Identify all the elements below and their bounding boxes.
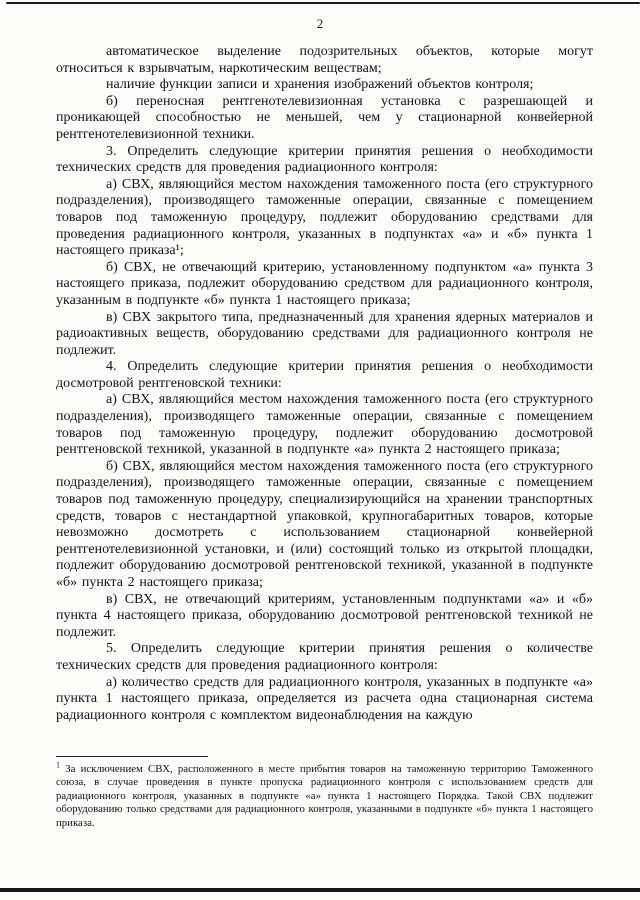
paragraph: в) СВХ, не отвечающий критериям, установленным подпунктами «а» и «б» пункта 4 настоящего приказа, оборудованию досмотровой рентгеновской техникой не подлежит. [56,591,593,640]
paragraph: 3. Определить следующие критерии принятия решения о необходимости технических средств для проведения радиационного контроля: [56,143,593,176]
footnote-separator [56,756,208,757]
paragraph: а) СВХ, являющийся местом нахождения таможенного поста (его структурного подразделения), производящего таможенные операции, связанные с помещением товаров под таможенную процедуру, подлежит оборудованию досмотровой рентгеновской техникой, указанной в подпункте «а» пункта 2 настоящего приказа; [56,392,593,458]
paragraph: б) СВХ, не отвечающий критерию, установленному подпунктом «а» пункта 3 настоящего приказа, подлежит оборудованию средством для радиационного контроля, указанным в подпункте «б» пункта 1 настоящего приказа; [56,259,593,308]
scan-artifact-top-edge [6,2,640,4]
paragraph: а) СВХ, являющийся местом нахождения таможенного поста (его структурного подразделения), производящего таможенные операции, связанные с помещением товаров под таможенную процедуру, подлежит оборудованию средствами для проведения радиационного контроля, указанных в подпунктах «а» и «б» пункта 1 настоящего приказа¹; [56,176,593,259]
footnote-text: За исключением СВХ, расположенного в месте прибытия товаров на таможенную территорию Таможенного союза, в случае проведения в пункте пропуска радиационного контроля с использованием средств для радиационного контроля, указанных в подпункте «а» пункта 1 настоящего Порядка. Такой СВХ подлежит оборудованию только средствами для радиационного контроля, указанными в подпункте «б» пункта 1 настоящего приказа. [56,763,593,829]
scan-artifact-bottom-edge [0,888,640,892]
paragraph: б) переносная рентгенотелевизионная установка с разрешающей и проникающей способностью не меньшей, чем у стационарной конвейерной рентгенотелевизионной техники. [56,93,593,142]
paragraph: а) количество средств для радиационного контроля, указанных в подпункте «а» пункта 1 настоящего приказа, определяется из расчета одна стационарная система радиационного контроля с комплектом видеонаблюдения на каждую [56,674,593,723]
paragraph: 5. Определить следующие критерии принятия решения о количестве технических средств для проведения радиационного контроля: [56,641,593,673]
paragraph: в) СВХ закрытого типа, предназначенный для хранения ядерных материалов и радиоактивных веществ, оборудованию средствами для радиационного контроля не подлежит. [56,309,593,358]
paragraph: автоматическое выделение подозрительных объектов, которые могут относиться к взрывчатым, наркотическим веществам; [56,44,593,76]
paragraph: б) СВХ, являющийся местом нахождения таможенного поста (его структурного подразделения), производящего таможенные операции, связанные с помещением товаров под таможенную процедуру, специализирующийся на хранении транспортных средств, товаров с нестандартной упаковкой, крупногабаритных товаров, которые невозможно досмотреть с использованием стационарной конвейерной рентгенотелевизионной установки, и (или) состоящий только из открытой площадки, подлежит оборудованию досмотровой рентгеновской техникой, указанной в подпункте «б» пункта 2 настоящего приказа; [56,458,593,590]
footnote [56,760,593,830]
paragraph: 4. Определить следующие критерии принятия решения о необходимости досмотровой рентгеновской техники: [56,359,593,391]
document-body [56,44,593,724]
paragraph: наличие функции записи и хранения изображений объектов контроля; [106,77,534,93]
page-number: 2 [316,16,324,31]
footnote-marker: 1 [56,760,60,770]
